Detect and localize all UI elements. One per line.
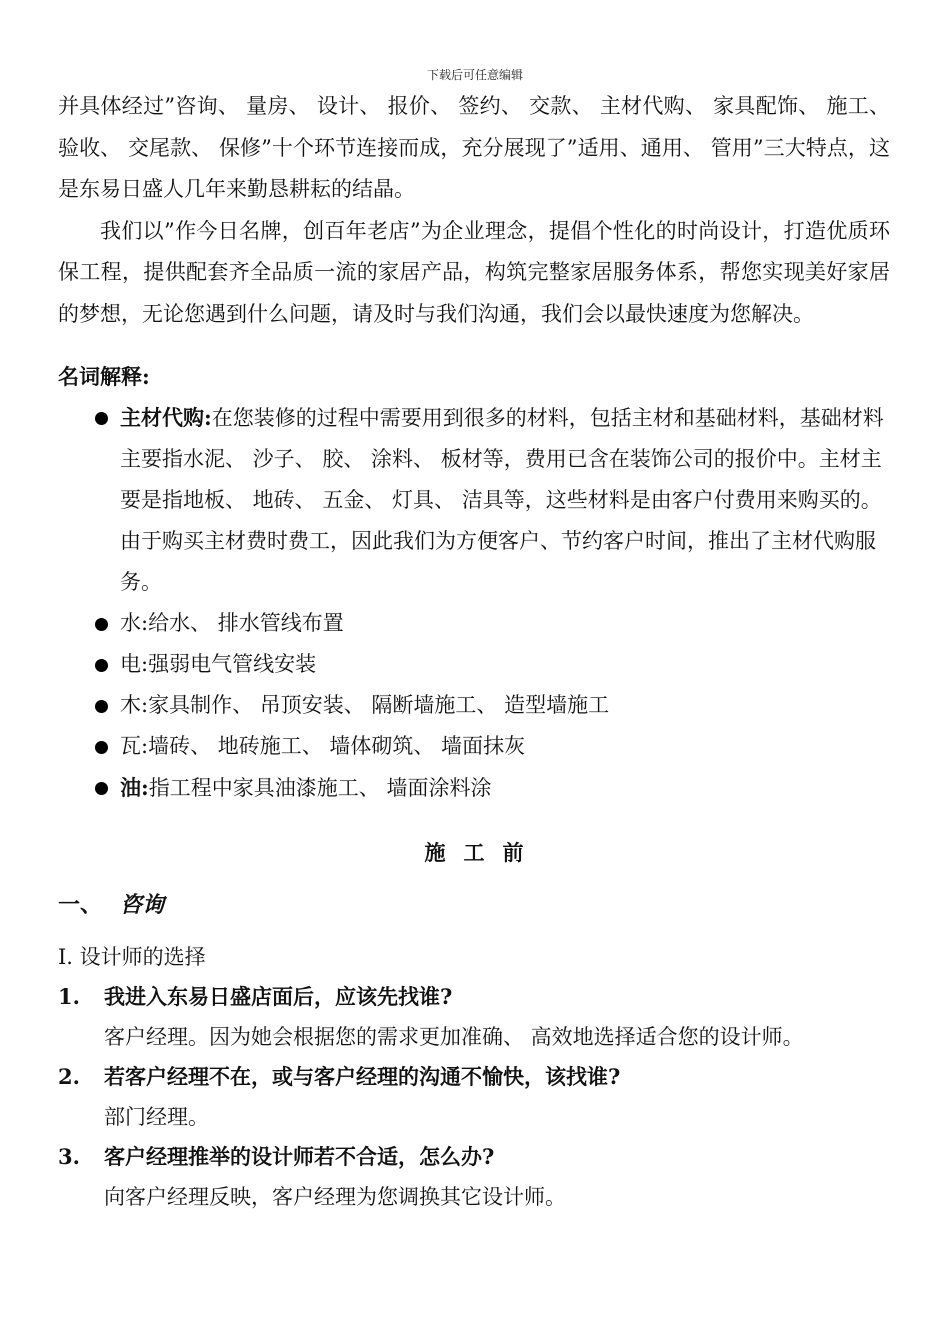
bullet-icon: [95, 659, 108, 672]
answer-2: 部门经理。: [104, 1105, 209, 1129]
question-number: 3.: [58, 1144, 80, 1169]
bullet-icon: [95, 782, 108, 795]
glossary-term: 水:: [120, 611, 149, 635]
glossary-definition: 指工程中家具油漆施工、 墙面涂料涂: [148, 776, 492, 800]
chapter-number: 一、: [58, 892, 103, 918]
glossary-item-wood: [58, 685, 890, 726]
question-1: [58, 977, 890, 1017]
glossary-item-paint: [58, 767, 890, 809]
intro-paragraph-1: 并具体经过”咨询、 量房、 设计、 报价、 签约、 交款、 主材代购、 家具配饰、 施工、 验收、 交尾款、 保修”十个环节连接而成，充分展现了”适用、通用、 管用”三大特点，这是东易日盛人几年来勤恳耕耘的结晶。: [58, 94, 890, 201]
phase-title: 施工前: [424, 840, 542, 865]
glossary-definition: 在您装修的过程中需要用到很多的材料，包括主材和基础材料，基础材料主要指水泥、 沙子、 胶、 涂料、 板材等，费用已含在装饰公司的报价中。主材主要是指地板、 地砖、 五金、 灯具、 洁具等，这些材料是由客户付费用来购买的。由于购买主材费时费工，因此我们为方便客户、节约客户时间，推出了主材代购服务。: [120, 406, 884, 594]
question-number: 1.: [58, 984, 80, 1009]
glossary-item-tile: [58, 726, 890, 767]
glossary-term: 主材代购:: [120, 405, 212, 430]
glossary-item-electric: [58, 644, 890, 685]
qa-list: [58, 977, 890, 1217]
chapter-name: 咨询: [120, 892, 165, 918]
glossary-term: 油:: [120, 775, 149, 800]
answer-1: 客户经理。因为她会根据您的需求更加准确、 高效地选择适合您的设计师。: [104, 1025, 804, 1049]
question-3: [58, 1137, 890, 1177]
question-2: [58, 1057, 890, 1097]
header-note: 下载后可任意编辑: [426, 68, 523, 82]
chapter-heading: [58, 885, 890, 925]
glossary-term: 瓦:: [120, 734, 149, 758]
glossary-term: 电:: [120, 652, 149, 676]
glossary-term: 木:: [120, 693, 149, 717]
glossary-definition: 墙砖、 地砖施工、 墙体砌筑、 墙面抹灰: [148, 734, 526, 758]
glossary-item-main-material: [58, 397, 890, 603]
bullet-icon: [95, 412, 108, 425]
document-page: [58, 86, 890, 1217]
question-number: 2.: [58, 1064, 80, 1089]
glossary-definition: 给水、 排水管线布置: [148, 611, 344, 635]
subsection-title: Ⅰ. 设计师的选择: [58, 945, 206, 969]
question-text: 若客户经理不在，或与客户经理的沟通不愉快，该找谁?: [104, 1064, 621, 1089]
bullet-icon: [95, 618, 108, 631]
glossary-title: 名词解释:: [58, 364, 150, 389]
bullet-icon: [95, 741, 108, 754]
bullet-icon: [95, 700, 108, 713]
question-text: 客户经理推举的设计师若不合适，怎么办?: [104, 1144, 495, 1169]
question-text: 我进入东易日盛店面后，应该先找谁?: [104, 984, 453, 1009]
intro-paragraph-2: 我们以”作今日名牌，创百年老店”为企业理念，提倡个性化的时尚设计，打造优质环保工程，提供配套齐全品质一流的家居产品，构筑完整家居服务体系，帮您实现美好家居的梦想，无论您遇到什么问题，请及时与我们沟通，我们会以最快速度为您解决。: [58, 218, 890, 326]
glossary-definition: 强弱电气管线安装: [148, 652, 317, 676]
answer-3: 向客户经理反映，客户经理为您调换其它设计师。: [104, 1185, 566, 1209]
glossary-list: [58, 397, 890, 809]
glossary-item-water: [58, 603, 890, 644]
glossary-definition: 家具制作、 吊顶安装、 隔断墙施工、 造型墙施工: [148, 693, 610, 717]
